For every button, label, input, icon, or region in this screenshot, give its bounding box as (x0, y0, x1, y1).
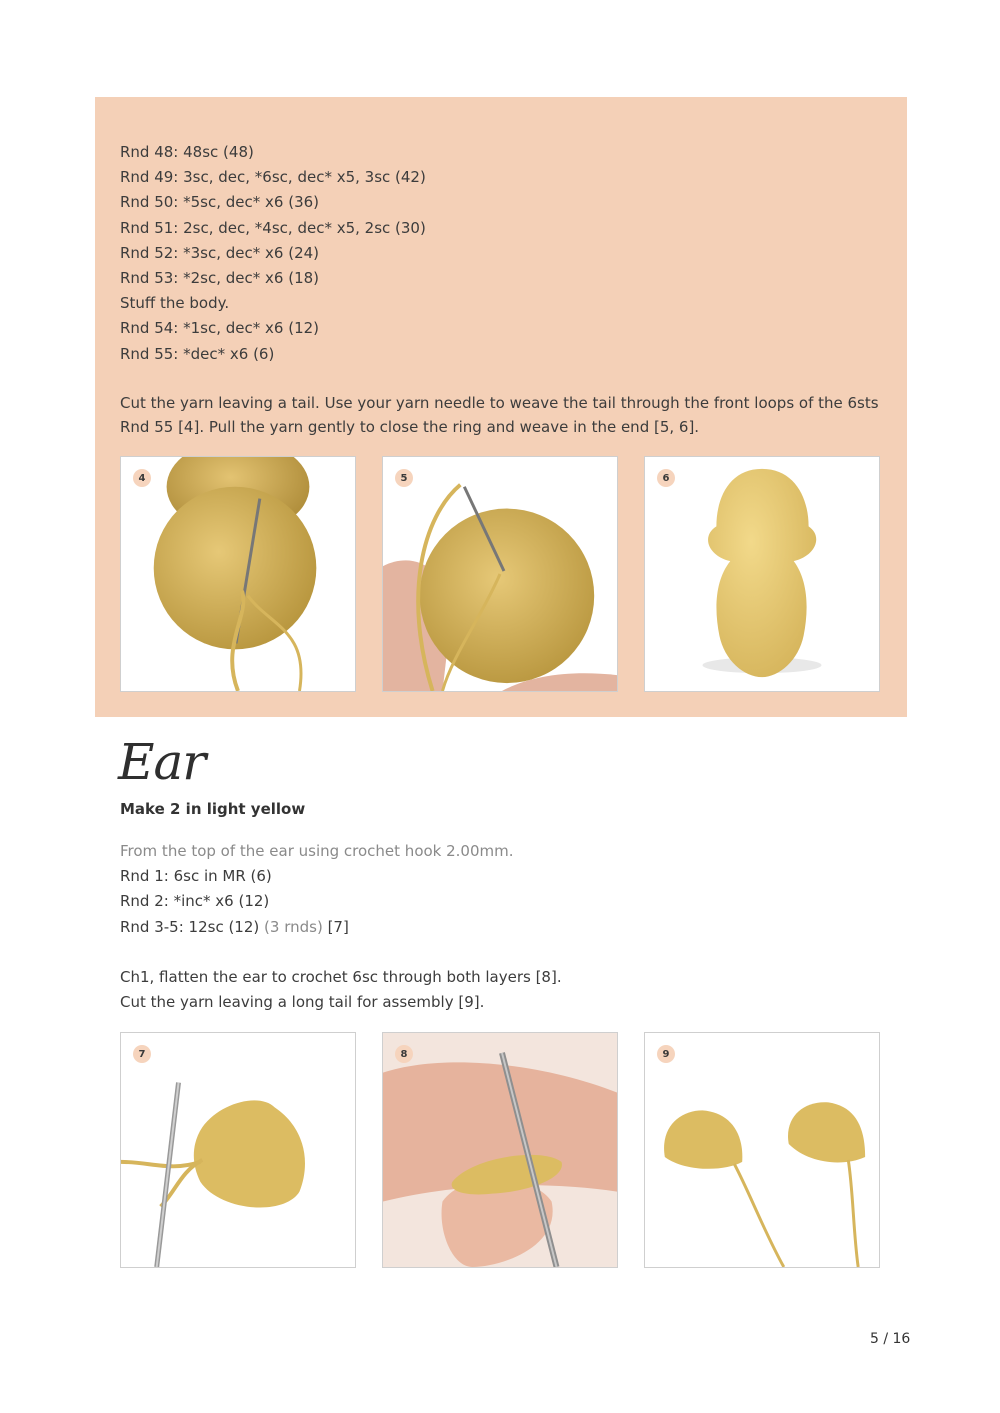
step-line: Ch1, flatten the ear to crochet 6sc through both layers [8]. (120, 968, 562, 987)
hook-ear-image (121, 1033, 355, 1267)
round-note: (3 rnds) (264, 917, 323, 936)
photo-step-4 (120, 456, 356, 692)
photo-step-5 (382, 456, 618, 692)
step-number-badge: 6 (657, 469, 675, 487)
photo-step-8 (382, 1032, 618, 1268)
step-number-badge: 9 (657, 1045, 675, 1063)
step-line: Cut the yarn leaving a long tail for assembly [9]. (120, 993, 485, 1012)
closing-instruction: Cut the yarn leaving a tail. Use your yarn needle to weave the tail through the front loops of the 6sts Rnd 55 [4]. Pull the yarn gently to close the ring and weave in the end [5, 6]. (120, 394, 879, 436)
ear-intro: From the top of the ear using crochet hook 2.00mm. (120, 842, 514, 860)
section-title: Ear (118, 733, 206, 791)
round-line: Rnd 49: 3sc, dec, *6sc, dec* x5, 3sc (42) (120, 168, 426, 187)
round-ref: [7] (327, 917, 349, 936)
round-line (120, 915, 562, 940)
photo-step-6 (644, 456, 880, 692)
photo-step-9 (644, 1032, 880, 1268)
page-number: 5 / 16 (870, 1331, 911, 1347)
round-line: Rnd 48: 48sc (48) (120, 143, 254, 161)
flattened-ear-image (383, 1033, 617, 1267)
round-line: Rnd 54: *1sc, dec* x6 (12) (120, 319, 320, 338)
step-number-badge: 5 (395, 469, 413, 487)
step-number-badge: 4 (133, 469, 151, 487)
round-text: Rnd 3-5: 12sc (12) (120, 917, 260, 936)
round-line: Stuff the body. (120, 294, 230, 313)
stuffed-ball-needle-image (121, 457, 355, 691)
round-line: Rnd 53: *2sc, dec* x6 (18) (120, 269, 320, 288)
two-ears-image (645, 1033, 879, 1267)
round-line: Rnd 51: 2sc, dec, *4sc, dec* x5, 2sc (30) (120, 218, 426, 237)
round-line: Rnd 50: *5sc, dec* x6 (36) (120, 193, 320, 212)
round-line: Rnd 1: 6sc in MR (6) (120, 867, 272, 886)
step-number-badge: 7 (133, 1045, 151, 1063)
round-line: Rnd 55: *dec* x6 (6) (120, 344, 275, 363)
step-number-badge: 8 (395, 1045, 413, 1063)
finished-body-image (645, 457, 879, 691)
round-list (120, 140, 426, 367)
round-line: Rnd 52: *3sc, dec* x6 (24) (120, 243, 320, 262)
section-subtitle: Make 2 in light yellow (120, 800, 306, 818)
ear-pattern (120, 839, 562, 1015)
spacer (120, 940, 562, 965)
round-line: Rnd 2: *inc* x6 (12) (120, 892, 270, 911)
hand-ball-needle-image (383, 457, 617, 691)
photo-step-7 (120, 1032, 356, 1268)
